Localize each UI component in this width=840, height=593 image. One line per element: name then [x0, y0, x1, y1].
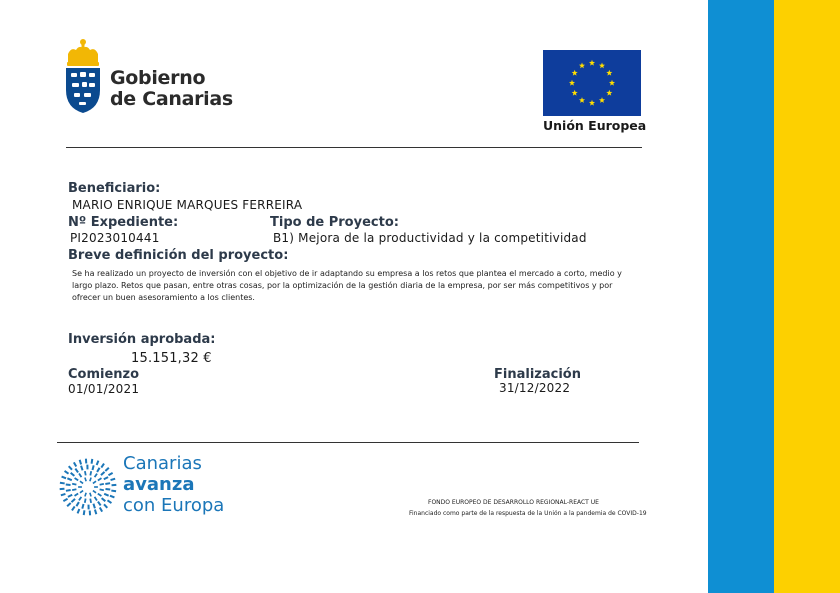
burst-dot: [96, 467, 100, 472]
burst-dot: [91, 459, 94, 464]
definicion-label: Breve definición del proyecto:: [68, 248, 289, 263]
burst-dot: [81, 504, 84, 509]
burst-dot: [84, 477, 87, 481]
burst-dot: [84, 493, 87, 497]
burst-dot: [84, 471, 87, 476]
burst-dot: [61, 493, 66, 496]
burst-dot: [68, 465, 73, 470]
burst-dot: [89, 498, 92, 503]
feder-fund-text: FONDO EUROPEO DE DESARROLLO REGIONAL-REACT UE: [428, 499, 599, 506]
beneficiario-value: MARIO ENRIQUE MARQUES FERREIRA: [72, 198, 303, 212]
burst-dot: [63, 498, 68, 502]
burst-dot: [103, 504, 108, 509]
top-divider: [66, 147, 642, 148]
burst-dot: [100, 471, 105, 476]
burst-dot: [110, 495, 115, 499]
covid-funding-text: Financiado como parte de la respuesta de la Unión a la pandemia de COVID-19: [409, 510, 647, 517]
cae-line2: avanza: [123, 474, 195, 495]
burst-dot: [103, 476, 108, 480]
burst-dot: [80, 490, 84, 494]
inversion-label: Inversión aprobada:: [68, 332, 216, 347]
burst-dot: [75, 468, 79, 473]
burst-dot: [92, 490, 96, 494]
gobierno-title-line2: de Canarias: [110, 88, 233, 110]
burst-dot: [80, 481, 84, 485]
burst-dot: [79, 460, 82, 465]
burst-dot: [99, 488, 104, 491]
bottom-divider: [57, 442, 639, 443]
burst-dot: [94, 509, 97, 514]
burst-dot: [76, 502, 80, 507]
burst-dot: [66, 489, 71, 492]
burst-dot: [78, 496, 82, 501]
comienzo-label: Comienzo: [68, 367, 140, 382]
burst-dot: [78, 473, 82, 478]
burst-dot: [73, 462, 77, 467]
burst-dot: [80, 465, 83, 470]
burst-dot: [64, 470, 69, 474]
beneficiario-label: Beneficiario:: [68, 181, 161, 196]
burst-dot: [72, 483, 77, 486]
burst-dot: [84, 498, 87, 503]
burst-dot: [111, 490, 116, 493]
burst-dot: [60, 482, 65, 485]
burst-dot: [61, 476, 66, 480]
finalizacion-value: 31/12/2022: [499, 381, 571, 395]
burst-dot: [101, 497, 106, 502]
burst-dot: [105, 488, 110, 491]
yellow-stripe: [774, 0, 840, 593]
comienzo-value: 01/01/2021: [68, 382, 140, 396]
burst-dot: [111, 484, 116, 486]
burst-dot: [66, 483, 71, 486]
burst-dot: [92, 465, 95, 470]
burst-dot: [108, 472, 113, 476]
finalizacion-label: Finalización: [494, 367, 581, 382]
burst-dot: [77, 509, 81, 514]
burst-dot: [97, 477, 102, 481]
expediente-label: Nº Expediente:: [68, 215, 179, 230]
eu-label: Unión Europea: [543, 118, 647, 133]
burst-dot: [83, 510, 86, 515]
cae-line3: con Europa: [123, 495, 225, 516]
gobierno-canarias-logo: [62, 38, 232, 118]
definicion-text: Se ha realizado un proyecto de inversión con el objetivo de ir adaptando su empresa a los retos que plantea el mercado a corto, medio y largo plazo. Retos que pasan, entre otras cosas, por la optimización de la gestión diaria de la empresa, por ser más competitivos y por ofrecer un buen asesoramiento a los clientes.: [72, 269, 622, 302]
burst-dot: [72, 488, 77, 491]
burst-dot: [60, 488, 65, 490]
burst-dot: [99, 483, 104, 486]
burst-dot: [85, 459, 87, 464]
blue-stripe: [708, 0, 774, 593]
burst-dot: [88, 505, 90, 510]
burst-dot: [107, 499, 112, 503]
canarias-avanza-logo: [57, 452, 237, 522]
gobierno-title-line1: Gobierno: [110, 67, 206, 89]
burst-dot: [71, 506, 75, 511]
burst-dot: [99, 507, 103, 512]
burst-dot: [96, 460, 100, 465]
eu-flag-icon: [543, 50, 641, 116]
burst-dot: [92, 481, 96, 485]
burst-dot: [105, 467, 110, 472]
burst-dot: [97, 501, 101, 506]
canarias-avanza-burst-icon: [57, 456, 119, 518]
burst-dot: [89, 510, 91, 515]
burst-dot: [67, 477, 72, 481]
inversion-value: 15.151,32 €: [131, 351, 212, 366]
expediente-value: PI2023010441: [70, 231, 160, 245]
burst-dot: [110, 478, 115, 481]
burst-dot: [74, 477, 79, 481]
burst-dot: [94, 486, 98, 488]
burst-dot: [104, 493, 109, 497]
burst-dot: [89, 493, 92, 497]
tipo-proyecto-label: Tipo de Proyecto:: [270, 215, 399, 230]
burst-dot: [74, 493, 79, 497]
burst-dot: [105, 482, 110, 485]
burst-dot: [89, 471, 92, 476]
burst-dot: [97, 493, 102, 497]
burst-dot: [67, 494, 72, 498]
burst-dot: [92, 503, 95, 508]
burst-dot: [100, 463, 104, 468]
burst-dot: [71, 498, 76, 503]
burst-dot: [70, 472, 75, 477]
burst-dot: [94, 473, 98, 478]
burst-dot: [89, 477, 92, 481]
burst-dot: [66, 502, 71, 507]
gobierno-canarias-emblem-icon: [62, 38, 104, 114]
burst-dot: [94, 496, 98, 501]
burst-dot: [78, 486, 82, 488]
tipo-proyecto-value: B1) Mejora de la productividad y la competitividad: [273, 231, 587, 245]
burst-dot: [86, 465, 88, 470]
cae-line1: Canarias: [123, 453, 202, 474]
